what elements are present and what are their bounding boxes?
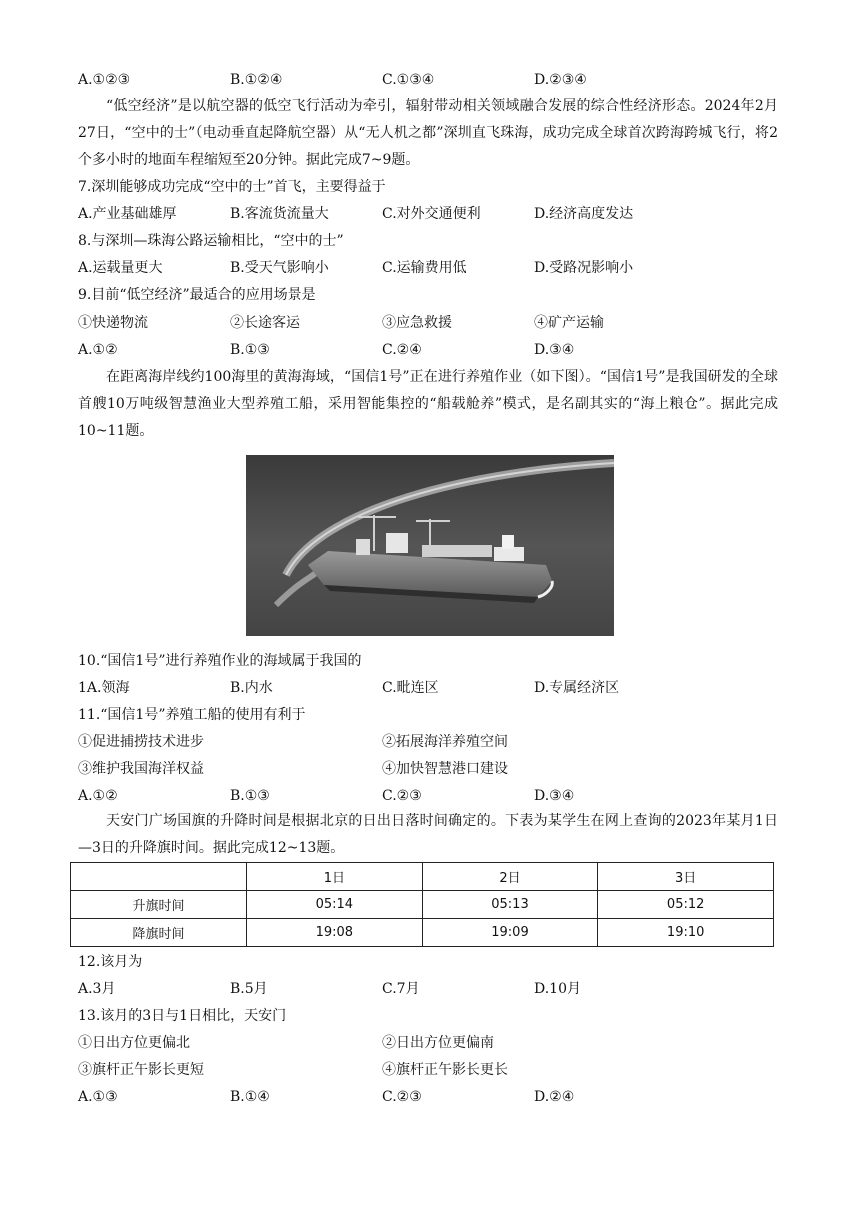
- flag-time-table: [70, 862, 774, 947]
- q7-option-b: B.客流货流量大: [230, 206, 329, 222]
- q12-option-a: A.3月: [78, 981, 116, 997]
- q6-option-d: D.②③④: [534, 72, 587, 88]
- table-header-cell: [71, 863, 247, 891]
- q6-option-b: B.①②④: [230, 72, 283, 88]
- q6-option-a: A.①②③: [78, 72, 131, 88]
- table-cell: 19:09: [422, 919, 598, 947]
- table-cell: 05:14: [247, 891, 423, 919]
- q11-item-4: ④加快智慧港口建设: [382, 761, 508, 777]
- q8-option-b: B.受天气影响小: [230, 260, 329, 276]
- q9-option-a: A.①②: [78, 342, 118, 358]
- q7-option-d: D.经济高度发达: [534, 206, 634, 222]
- q8-stem: 8.与深圳—珠海公路运输相比，“空中的士”: [78, 233, 344, 249]
- q9-option-c: C.②④: [382, 342, 422, 358]
- q6-option-c: C.①③④: [382, 72, 435, 88]
- q11-option-c: C.②③: [382, 788, 422, 804]
- table-row-label: 升旗时间: [71, 891, 247, 919]
- q13-option-a: A.①③: [78, 1089, 118, 1105]
- ship-photo-image: [246, 455, 614, 636]
- table-header-cell: 1日: [247, 863, 423, 891]
- q11-stem: 11.“国信1号”养殖工船的使用有利于: [78, 707, 306, 723]
- q13-item-3: ③旗杆正午影长更短: [78, 1062, 204, 1078]
- q11-item-1: ①促进捕捞技术进步: [78, 734, 204, 750]
- q10-stem: 10.“国信1号”进行养殖作业的海域属于我国的: [78, 653, 362, 669]
- q10-option-d: D.专属经济区: [534, 680, 620, 696]
- table-row-label: 降旗时间: [71, 919, 247, 947]
- q13-stem: 13.该月的3日与1日相比，天安门: [78, 1008, 287, 1024]
- q7-stem: 7.深圳能够成功完成“空中的士”首飞，主要得益于: [78, 179, 386, 195]
- q13-option-c: C.②③: [382, 1089, 422, 1105]
- q12-option-c: C.7月: [382, 981, 420, 997]
- table-header-cell: 3日: [598, 863, 774, 891]
- q11-item-2: ②拓展海洋养殖空间: [382, 734, 508, 750]
- q8-option-c: C.运输费用低: [382, 260, 467, 276]
- intro-10-11: 在距离海岸线约100海里的黄海海域，“国信1号”正在进行养殖作业（如下图）。“国信1号”是我国研发的全球首艘10万吨级智慧渔业大型养殖工船，采用智能集控的“船载舱养”模式，是名副其实的“海上粮仓”。据此完成10~11题。: [78, 369, 778, 439]
- q10-option-a: 1A.领海: [78, 680, 130, 696]
- q11-option-d: D.③④: [534, 788, 575, 804]
- q8-option-a: A.运载量更大: [78, 260, 163, 276]
- q12-option-d: D.10月: [534, 981, 581, 997]
- q11-option-b: B.①③: [230, 788, 270, 804]
- q11-option-a: A.①②: [78, 788, 118, 804]
- q9-item-3: ③应急救援: [382, 315, 452, 331]
- q10-option-c: C.毗连区: [382, 680, 439, 696]
- table-cell: 05:13: [422, 891, 598, 919]
- q8-option-d: D.受路况影响小: [534, 260, 634, 276]
- q13-item-2: ②日出方位更偏南: [382, 1035, 494, 1051]
- q9-item-2: ②长途客运: [230, 315, 300, 331]
- q12-stem: 12.该月为: [78, 954, 143, 970]
- q13-item-4: ④旗杆正午影长更长: [382, 1062, 508, 1078]
- q13-item-1: ①日出方位更偏北: [78, 1035, 190, 1051]
- table-header-cell: 2日: [422, 863, 598, 891]
- table-cell: 19:08: [247, 919, 423, 947]
- q9-option-b: B.①③: [230, 342, 270, 358]
- q12-option-b: B.5月: [230, 981, 268, 997]
- table-row: [71, 919, 774, 947]
- q13-option-d: D.②④: [534, 1089, 575, 1105]
- table-row: [71, 891, 774, 919]
- table-cell: 05:12: [598, 891, 774, 919]
- q11-item-3: ③维护我国海洋权益: [78, 761, 204, 777]
- q7-option-a: A.产业基础雄厚: [78, 206, 177, 222]
- q10-option-b: B.内水: [230, 680, 273, 696]
- q7-option-c: C.对外交通便利: [382, 206, 481, 222]
- q9-option-d: D.③④: [534, 342, 575, 358]
- q9-item-4: ④矿产运输: [534, 315, 604, 331]
- q9-item-1: ①快递物流: [78, 315, 148, 331]
- intro-12-13: 天安门广场国旗的升降时间是根据北京的日出日落时间确定的。下表为某学生在网上查询的2023年某月1日—3日的升降旗时间。据此完成12~13题。: [78, 813, 778, 856]
- ship-photo: [246, 455, 614, 636]
- intro-7-9: “低空经济”是以航空器的低空飞行活动为牵引，辐射带动相关领域融合发展的综合性经济形态。2024年2月27日，“空中的士”（电动垂直起降航空器）从“无人机之都”深圳直飞珠海，成功完成全球首次跨海跨城飞行，将2个多小时的地面车程缩短至20分钟。据此完成7~9题。: [78, 98, 778, 168]
- q9-stem: 9.目前“低空经济”最适合的应用场景是: [78, 287, 316, 303]
- table-cell: 19:10: [598, 919, 774, 947]
- table-header-row: [71, 863, 774, 891]
- q13-option-b: B.①④: [230, 1089, 270, 1105]
